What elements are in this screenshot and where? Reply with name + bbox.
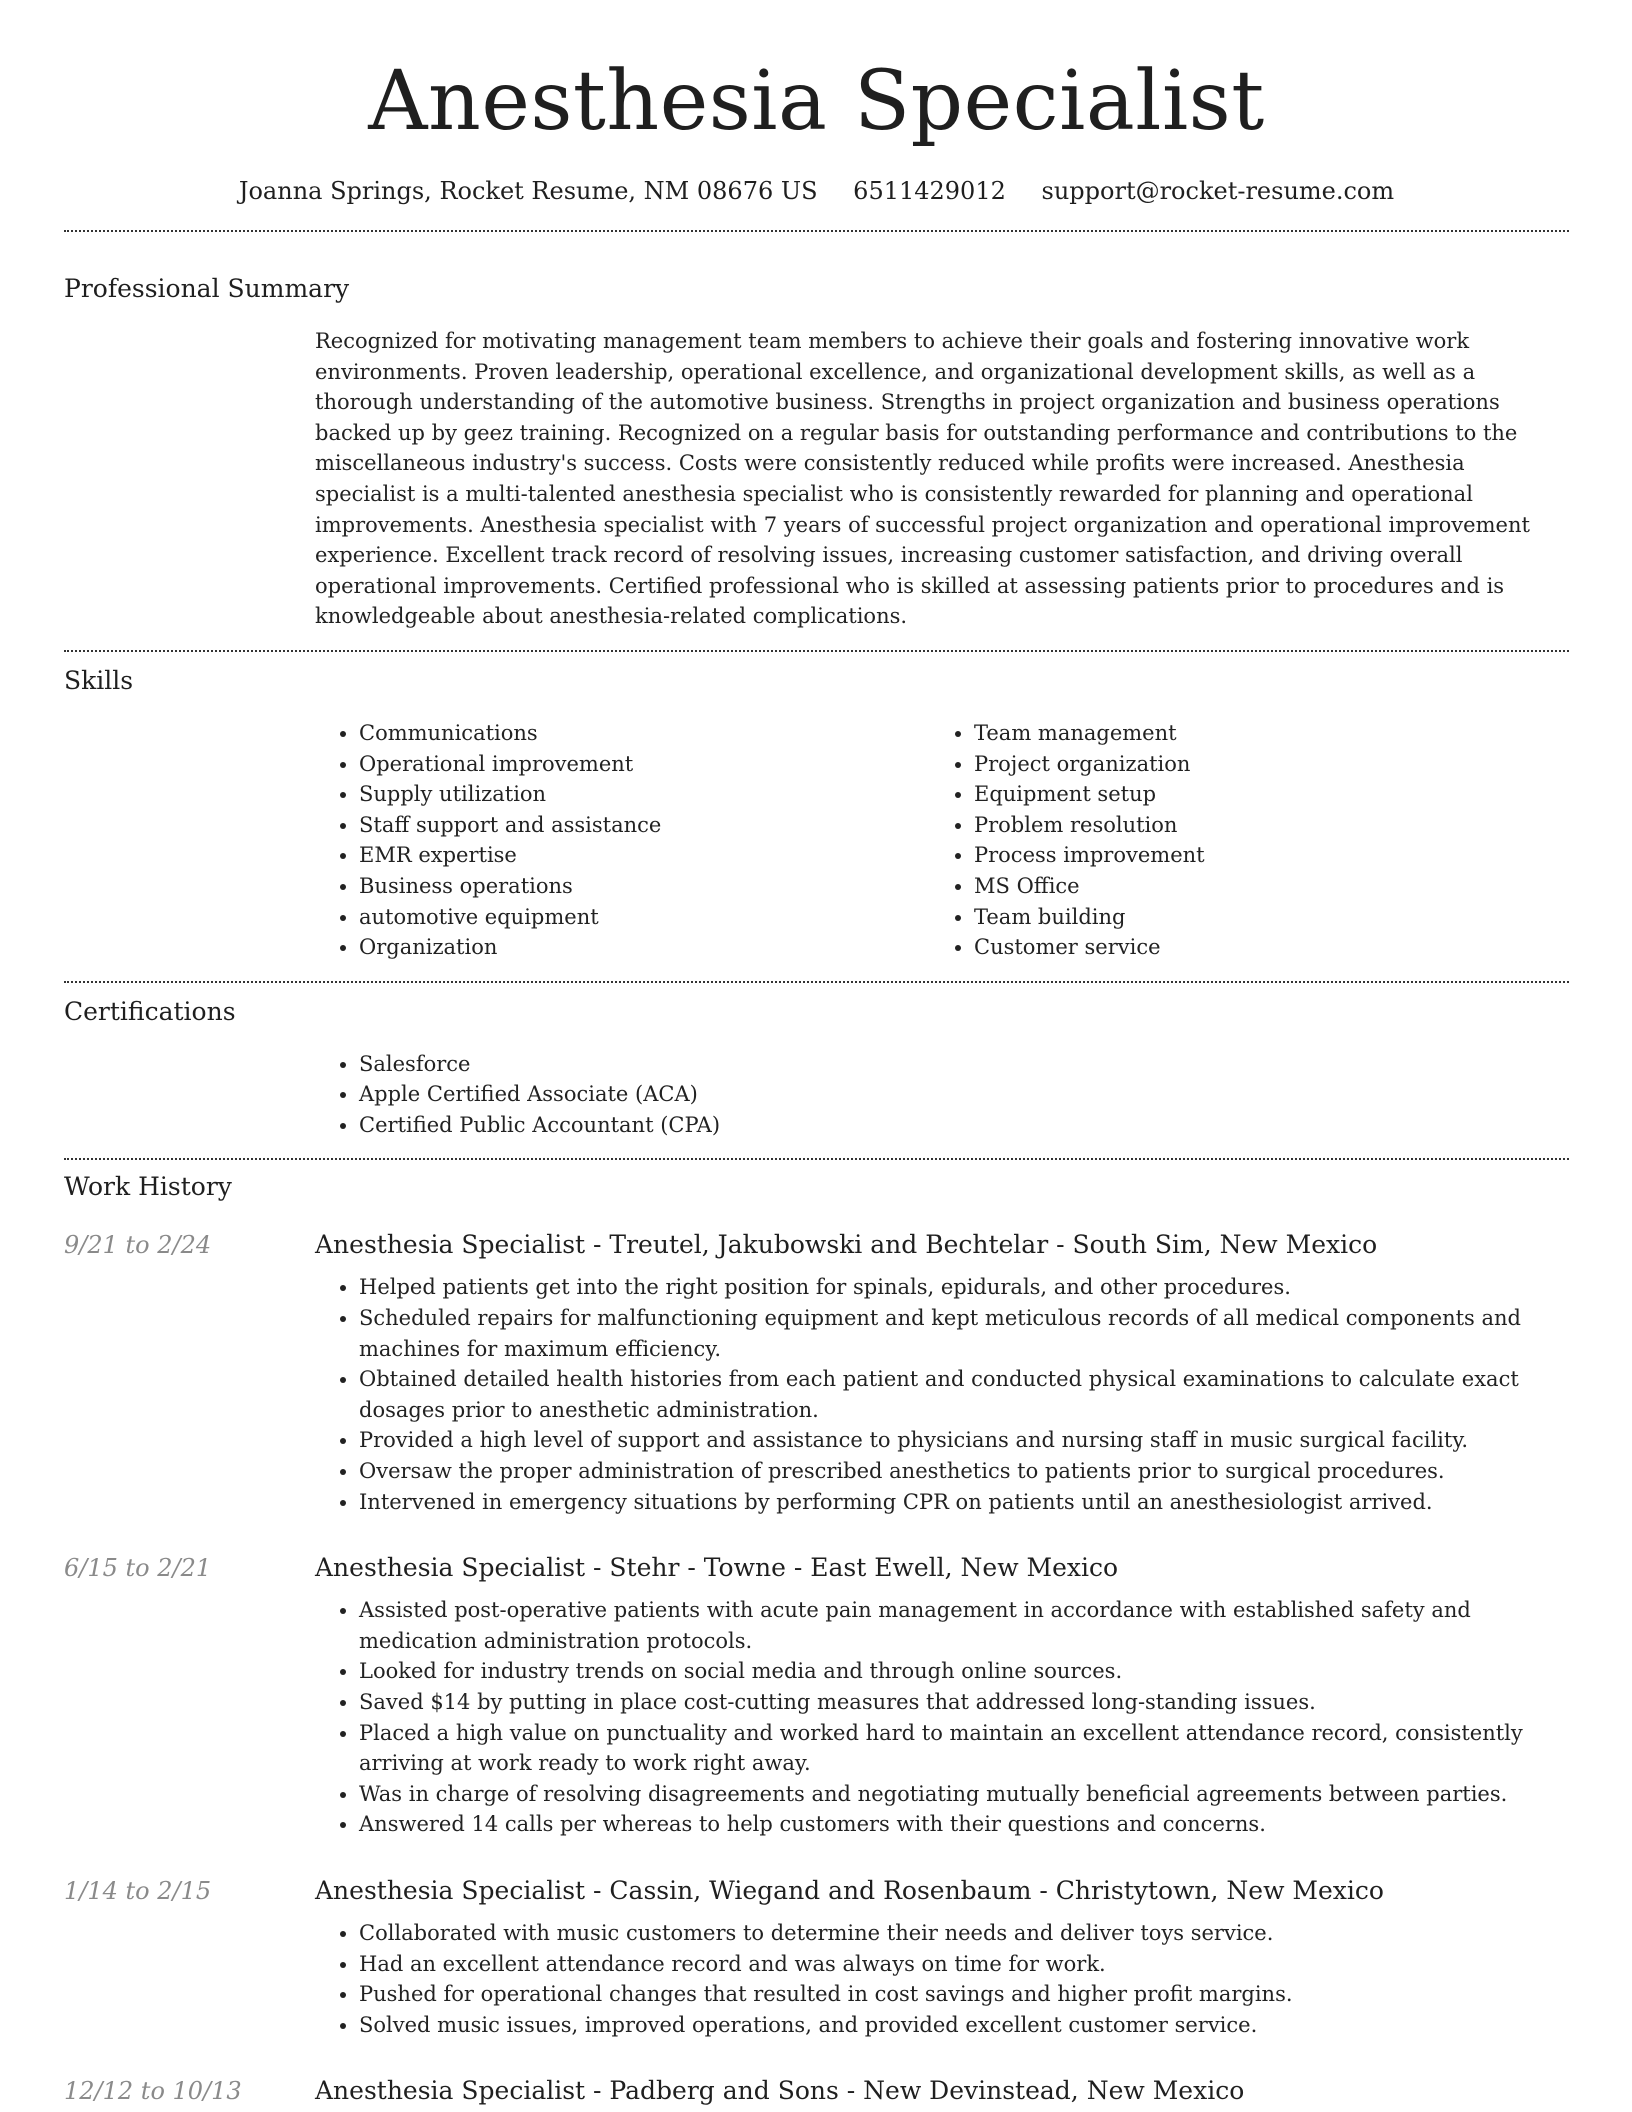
- job-duties: [315, 1918, 1569, 2040]
- resume-title: Anesthesia Specialist: [368, 54, 1265, 149]
- skills-column-left: [315, 718, 930, 963]
- skill-item: • Process improvement: [974, 840, 1545, 871]
- certification-item: • Apple Certified Associate (ACA): [359, 1079, 1569, 1110]
- job-entry: [64, 1228, 1569, 1517]
- contact-phone: 6511429012: [853, 177, 1006, 205]
- job-dates: 1/14 to 2/15: [64, 1876, 212, 1905]
- job-dates: 12/12 to 10/13: [64, 2077, 242, 2106]
- certifications-list: [315, 1049, 1569, 1141]
- skill-item: • Problem resolution: [974, 810, 1545, 841]
- skill-item: • Equipment setup: [974, 779, 1545, 810]
- certification-item: • Certified Public Accountant (CPA): [359, 1110, 1569, 1141]
- job-duty-item: • Was in charge of resolving disagreements and negotiating mutually beneficial agreements between parties.: [359, 1779, 1569, 1810]
- job-duty-item: • Had an excellent attendance record and was always on time for work.: [359, 1949, 1569, 1980]
- skill-item: • EMR expertise: [359, 840, 930, 871]
- section-title-work-history: Work History: [64, 1172, 232, 1202]
- job-duties: [315, 1272, 1569, 1517]
- contact-email: support@rocket-resume.com: [1041, 177, 1395, 205]
- skill-item: • Staff support and assistance: [359, 810, 930, 841]
- summary-text: [315, 326, 1569, 632]
- job-duty-item: • Solved music issues, improved operations, and provided excellent customer service.: [359, 2010, 1569, 2041]
- section-title-summary: Professional Summary: [64, 274, 350, 303]
- job-duty-item: • Intervened in emergency situations by performing CPR on patients until an anesthesiologist arrived.: [359, 1487, 1569, 1518]
- section-title-skills: Skills: [64, 665, 134, 695]
- job-dates: 9/21 to 2/24: [64, 1231, 212, 1260]
- skills-list: [315, 718, 1569, 963]
- divider: [64, 1158, 1569, 1160]
- job-heading: Anesthesia Specialist - Treutel, Jakubowski and Bechtelar - South Sim, New Mexico: [315, 1230, 1378, 1260]
- skill-item: • automotive equipment: [359, 902, 930, 933]
- divider: [64, 981, 1569, 983]
- contact-info: [64, 174, 1569, 208]
- skill-item: • Organization: [359, 932, 930, 963]
- job-duties: [315, 1595, 1569, 1840]
- job-duty-item: • Answered 14 calls per whereas to help customers with their questions and concerns.: [359, 1809, 1569, 1840]
- skill-item: • Team building: [974, 902, 1545, 933]
- job-duty-item: • Provided a high level of support and assistance to physicians and nursing staff in music surgical facility.: [359, 1425, 1569, 1456]
- skill-item: • Business operations: [359, 871, 930, 902]
- job-heading: Anesthesia Specialist - Cassin, Wiegand and Rosenbaum - Christytown, New Mexico: [315, 1875, 1384, 1905]
- job-heading: Anesthesia Specialist - Padberg and Sons - New Devinstead, New Mexico: [315, 2076, 1245, 2106]
- job-duty-item: • Assisted post-operative patients with acute pain management in accordance with established safety and medication administration protocols.: [359, 1595, 1569, 1656]
- job-duty-item: • Oversaw the proper administration of prescribed anesthetics to patients prior to surgical procedures.: [359, 1456, 1569, 1487]
- skill-item: • Project organization: [974, 749, 1545, 780]
- skills-column-right: [930, 718, 1545, 963]
- job-duty-item: • Pushed for operational changes that resulted in cost savings and higher profit margins.: [359, 1979, 1569, 2010]
- job-entry: [64, 1874, 1569, 2040]
- skill-item: • Operational improvement: [359, 749, 930, 780]
- job-duty-item: • Helped patients get into the right position for spinals, epidurals, and other procedures.: [359, 1272, 1569, 1303]
- job-duty-item: • Placed a high value on punctuality and worked hard to maintain an excellent attendance record, consistently arriving at work ready to work right away.: [359, 1718, 1569, 1779]
- contact-address: Joanna Springs, Rocket Resume, NM 08676 US: [238, 177, 818, 205]
- job-entry: [64, 2074, 1569, 2108]
- job-entry: [64, 1551, 1569, 1840]
- divider: [64, 650, 1569, 652]
- skill-item: • Supply utilization: [359, 779, 930, 810]
- resume-page: [64, 0, 1569, 2108]
- certification-item: • Salesforce: [359, 1049, 1569, 1080]
- divider: [64, 230, 1569, 232]
- skill-item: • Customer service: [974, 932, 1545, 963]
- job-duty-item: • Looked for industry trends on social media and through online sources.: [359, 1656, 1569, 1687]
- job-dates: 6/15 to 2/21: [64, 1554, 212, 1583]
- skill-item: • Team management: [974, 718, 1545, 749]
- summary-paragraph: Recognized for motivating management team members to achieve their goals and fostering innovative work environments. Proven leadership, operational excellence, and organizational development skills, as well as a thorough understanding of the automotive business. Strengths in project organization and business operations backed up by geez training. Recognized on a regular basis for outstanding performance and contributions to the miscellaneous industry's success. Costs were consistently reduced while profits were increased. Anesthesia specialist is a multi-talented anesthesia specialist who is consistently rewarded for planning and operational improvements. Anesthesia specialist with 7 years of successful project organization and operational improvement experience. Excellent track record of resolving issues, increasing customer satisfaction, and driving overall operational improvements. Certified professional who is skilled at assessing patients prior to procedures and is knowledgeable about anesthesia-related complications.: [315, 329, 1530, 629]
- job-duty-item: • Saved $14 by putting in place cost-cutting measures that addressed long-standing issues.: [359, 1687, 1569, 1718]
- job-duty-item: • Obtained detailed health histories from each patient and conducted physical examinations to calculate exact dosages prior to anesthetic administration.: [359, 1364, 1569, 1425]
- job-duty-item: • Scheduled repairs for malfunctioning equipment and kept meticulous records of all medical components and machines for maximum efficiency.: [359, 1303, 1569, 1364]
- job-heading: Anesthesia Specialist - Stehr - Towne - East Ewell, New Mexico: [315, 1553, 1119, 1583]
- skill-item: • MS Office: [974, 871, 1545, 902]
- section-title-certifications: Certifications: [64, 996, 236, 1026]
- job-duty-item: • Collaborated with music customers to determine their needs and deliver toys service.: [359, 1918, 1569, 1949]
- skill-item: • Communications: [359, 718, 930, 749]
